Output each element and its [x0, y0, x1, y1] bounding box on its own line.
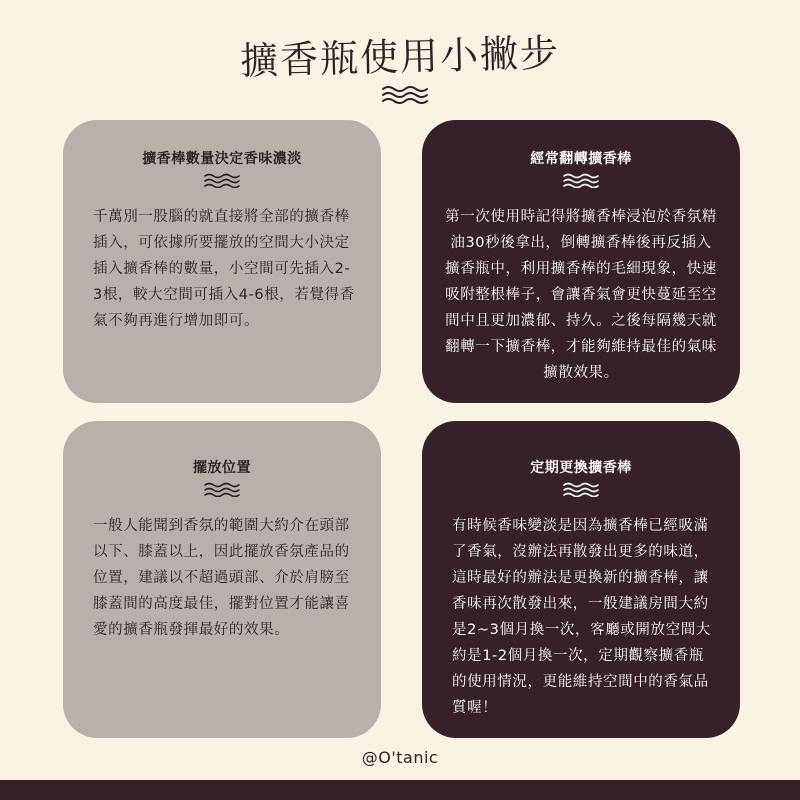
tip-card-placement	[63, 421, 381, 738]
wave-divider-icon	[380, 84, 430, 106]
card-body: 千萬別一股腦的就直接將全部的擴香棒插入，可依據所要擺放的空間大小決定插入擴香棒的數量，小空間可先插入2-3根，較大空間可插入4-6根，若覺得香氣不夠再進行增加即可。	[93, 209, 355, 329]
wave-divider-icon	[203, 172, 241, 188]
wave-divider-icon	[203, 481, 241, 497]
card-title: 經常翻轉擴香棒	[530, 151, 632, 167]
card-title: 擴香棒數量決定香味濃淡	[142, 151, 302, 167]
card-body: 一般人能聞到香氛的範圍大約介在頭部以下、膝蓋以上，因此擺放香氛產品的位置，建議以不超過頭部、介於肩膀至膝蓋間的高度最佳，擺對位置才能讓喜愛的擴香瓶發揮最好的效果。	[93, 518, 350, 638]
tip-card-stick-count	[63, 120, 381, 403]
card-body: 第一次使用時記得將擴香棒浸泡於香氛精油30秒後拿出，倒轉擴香棒後再反插入擴香瓶中，利用擴香棒的毛細現象，快速吸附整根棒子，會讓香氣會更快蔓延至空間中且更加濃郁、持久。之後每隔幾天就翻轉一下擴香棒，才能夠維持最佳的氣味擴散效果。	[445, 209, 717, 381]
wave-divider-icon	[562, 172, 600, 188]
wave-divider-icon	[562, 481, 600, 497]
card-title: 擺放位置	[193, 460, 251, 476]
page-title: 擴香瓶使用小撇步	[239, 30, 561, 84]
brand-handle: @O'tanic	[361, 748, 439, 767]
tip-card-flip-sticks	[422, 120, 740, 403]
card-body: 有時候香味變淡是因為擴香棒已經吸滿了香氣，沒辦法再散發出更多的味道，這時最好的辦法是更換新的擴香棒，讓香味再次散發出來，一般建議房間大約是2~3個月換一次，客廳或開放空間大約是1-2個月換一次，定期觀察擴香瓶的使用情況，更能維持空間中的香氣品質喔！	[452, 518, 711, 716]
footer-bar	[0, 780, 800, 800]
tip-card-replace-sticks	[422, 421, 740, 738]
card-title: 定期更換擴香棒	[530, 460, 632, 476]
